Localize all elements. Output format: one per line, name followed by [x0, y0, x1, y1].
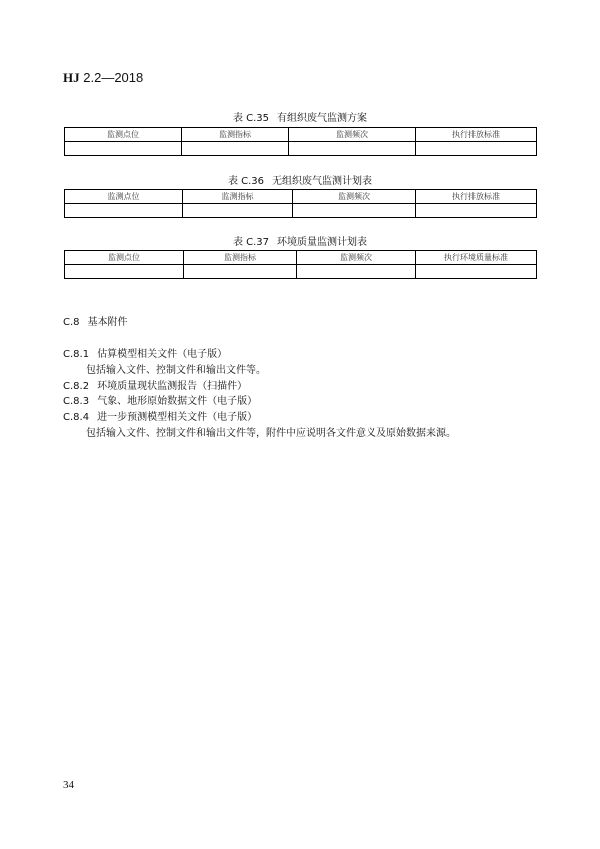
header-cell: 监测频次: [289, 128, 416, 142]
table-title: 环境质量监测计划表: [277, 237, 368, 248]
item-text: 气象、地形原始数据文件（电子版）: [97, 396, 258, 407]
table-header-row: [65, 190, 537, 204]
list-item-c83: [63, 392, 257, 407]
list-item-description: [86, 361, 266, 376]
empty-cell: [297, 265, 416, 279]
empty-cell: [65, 142, 182, 156]
list-item-description: [86, 424, 456, 439]
table-row: [65, 265, 537, 279]
empty-cell: [184, 265, 297, 279]
header-cell: 执行排放标准: [416, 190, 537, 204]
item-number: C.8.3: [63, 396, 90, 407]
table-label: 表 C.37: [232, 237, 270, 248]
header-cell: 监测频次: [297, 251, 416, 265]
item-text: 环境质量现状监测报告（扫描件）: [97, 381, 248, 392]
table-caption-c36: [0, 172, 600, 187]
table-row: [65, 204, 537, 218]
empty-cell: [183, 204, 293, 218]
header-cell: 监测指标: [184, 251, 297, 265]
header-cell: 监测点位: [65, 251, 184, 265]
empty-cell: [289, 142, 416, 156]
item-number: C.8.2: [63, 381, 90, 392]
empty-cell: [65, 204, 183, 218]
item-text: 估算模型相关文件（电子版）: [97, 349, 228, 360]
header-cell: 监测指标: [183, 190, 293, 204]
item-text: 包括输入文件、控制文件和输出文件等，附件中应说明各文件意义及原始数据来源。: [86, 428, 456, 439]
section-title: 基本附件: [87, 317, 128, 328]
header-cell: 监测点位: [65, 128, 182, 142]
empty-cell: [416, 204, 537, 218]
list-item-c81: [63, 345, 227, 360]
item-number: C.8.1: [63, 349, 90, 360]
list-item-c82: [63, 377, 247, 392]
section-heading: [63, 313, 128, 328]
standard-prefix: HJ: [63, 70, 80, 85]
header-cell: 监测点位: [65, 190, 183, 204]
item-number: C.8.4: [63, 412, 90, 423]
empty-cell: [182, 142, 289, 156]
table-row: [65, 142, 537, 156]
header-cell: 监测频次: [293, 190, 416, 204]
table-title: 有组织废气监测方案: [277, 113, 368, 124]
empty-cell: [65, 265, 184, 279]
table-c37: [64, 250, 537, 279]
list-item-c84: [63, 408, 257, 423]
item-text: 包括输入文件、控制文件和输出文件等。: [86, 365, 266, 376]
item-text: 进一步预测模型相关文件（电子版）: [97, 412, 258, 423]
document-header: [63, 70, 143, 86]
table-label: 表 C.35: [232, 113, 270, 124]
section-number: C.8: [63, 317, 80, 328]
table-header-row: [65, 251, 537, 265]
page-number: 34: [63, 779, 74, 791]
table-header-row: [65, 128, 537, 142]
table-caption-c35: [0, 109, 600, 124]
empty-cell: [293, 204, 416, 218]
table-label: 表 C.36: [227, 176, 265, 187]
header-cell: 监测指标: [182, 128, 289, 142]
table-c36: [64, 189, 537, 218]
empty-cell: [416, 265, 537, 279]
table-c35: [64, 127, 537, 156]
empty-cell: [416, 142, 537, 156]
standard-number: 2.2—2018: [83, 70, 144, 85]
table-title: 无组织废气监测计划表: [272, 176, 373, 187]
header-cell: 执行排放标准: [416, 128, 537, 142]
table-caption-c37: [0, 233, 600, 248]
header-cell: 执行环境质量标准: [416, 251, 537, 265]
